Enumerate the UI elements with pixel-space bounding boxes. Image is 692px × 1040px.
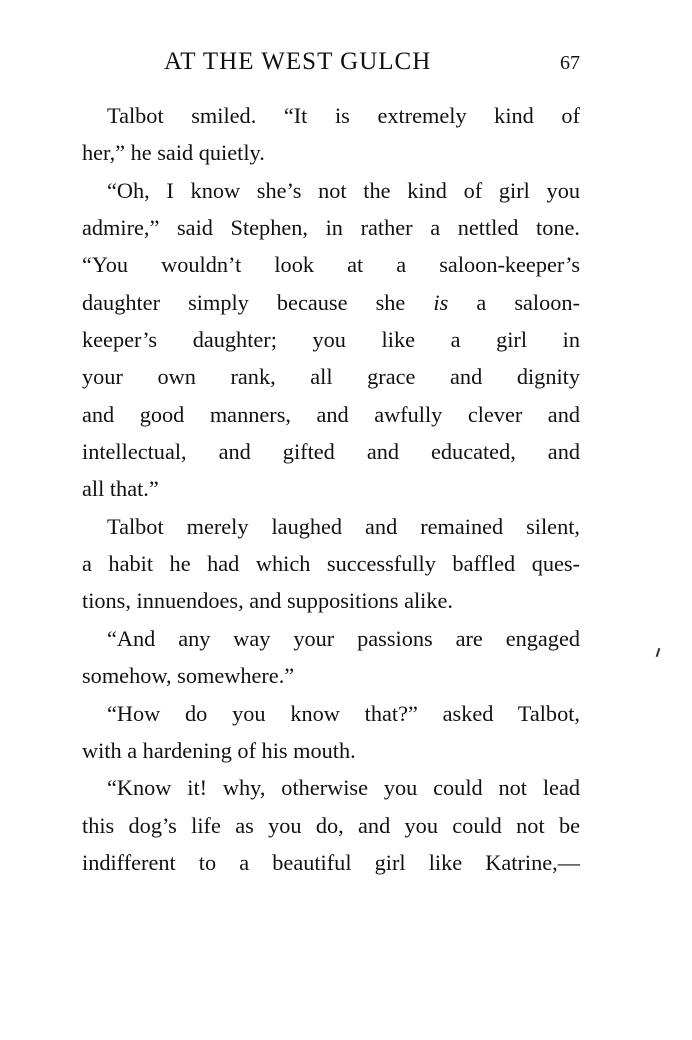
body-text bbox=[82, 97, 580, 881]
text-line: “Oh, I know she’s not the kind of girl you bbox=[107, 177, 580, 203]
text-line: somehow, somewhere.” bbox=[82, 663, 295, 689]
stray-ink-mark bbox=[656, 648, 661, 657]
running-head-title: AT THE WEST GULCH bbox=[164, 48, 432, 75]
text-line: keeper’s daughter; you like a girl in bbox=[82, 327, 580, 353]
text-line: her,” he said quietly. bbox=[82, 140, 265, 166]
text-line: indifferent to a beautiful girl like Katrine,— bbox=[82, 849, 580, 875]
text-segment: a saloon- bbox=[448, 289, 580, 315]
text-line: “And any way your passions are engaged bbox=[107, 625, 580, 651]
text-segment: daughter simply because she bbox=[82, 289, 434, 315]
text-line: “You wouldn’t look at a saloon-keeper’s bbox=[82, 252, 580, 278]
text-line: all that.” bbox=[82, 476, 159, 502]
text-line: and good manners, and awfully clever and bbox=[82, 401, 580, 427]
text-line: with a hardening of his mouth. bbox=[82, 737, 356, 763]
running-head bbox=[82, 48, 580, 80]
text-line: “Know it! why, otherwise you could not lead bbox=[107, 775, 580, 801]
text-line: tions, innuendoes, and suppositions alike. bbox=[82, 588, 453, 614]
text-line: a habit he had which successfully baffled ques- bbox=[82, 551, 580, 577]
text-line: admire,” said Stephen, in rather a nettled tone. bbox=[82, 215, 580, 241]
text-line: intellectual, and gifted and educated, and bbox=[82, 439, 580, 465]
text-line: Talbot smiled. “It is extremely kind of bbox=[107, 103, 580, 128]
text-line: this dog’s life as you do, and you could not be bbox=[82, 812, 580, 838]
text-line: Talbot merely laughed and remained silent, bbox=[107, 513, 580, 539]
italic-emphasis: is bbox=[433, 289, 449, 315]
page-number: 67 bbox=[560, 52, 580, 74]
text-line bbox=[82, 284, 580, 321]
text-line: your own rank, all grace and dignity bbox=[82, 364, 580, 390]
text-line: “How do you know that?” asked Talbot, bbox=[107, 700, 580, 726]
